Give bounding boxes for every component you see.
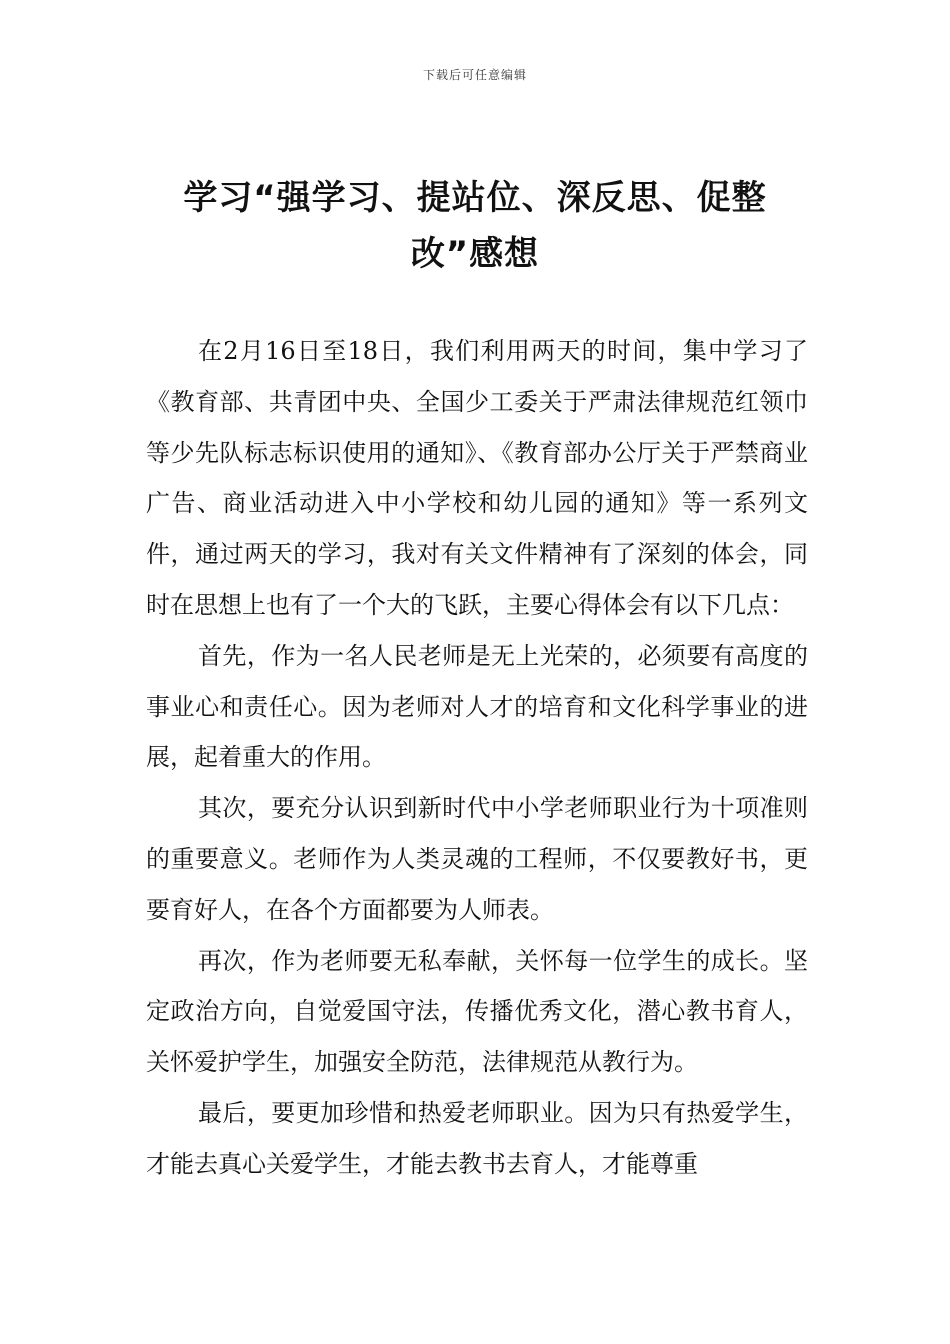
document-title — [140, 170, 810, 282]
page-header-note: 下载后可任意编辑 — [422, 68, 527, 82]
document-body — [146, 326, 808, 1190]
document-title-line-2: 改”感想 — [410, 234, 540, 274]
document-title-line-1: 学习“强学习、提站位、深反思、促整 — [183, 178, 767, 218]
paragraph-first-point: 首先，作为一名人民老师是无上光荣的，必须要有高度的事业心和责任心。因为老师对人才的培育和文化科学事业的进展，起着重大的作用。 — [146, 641, 808, 772]
paragraph-second-point: 其次，要充分认识到新时代中小学老师职业行为十项准则的重要意义。老师作为人类灵魂的工程师，不仅要教好书，更要育好人，在各个方面都要为人师表。 — [146, 794, 808, 924]
paragraph-final-point: 最后，要更加珍惜和热爱老师职业。因为只有热爱学生，才能去真心关爱学生，才能去教书去育人，才能尊重 — [146, 1098, 808, 1178]
paragraph-intro: 在2月16日至18日，我们利用两天的时间，集中学习了《教育部、共青团中央、全国少工委关于严肃法律规范红领巾等少先队标志标识使用的通知》、《教育部办公厅关于严禁商业广告、商业活动进入中小学校和幼儿园的通知》等一系列文件，通过两天的学习，我对有关文件精神有了深刻的体会，同时在思想上也有了一个大的飞跃，主要心得体会有以下几点： — [146, 337, 808, 619]
paragraph-third-point: 再次，作为老师要无私奉献，关怀每一位学生的成长。坚定政治方向，自觉爱国守法，传播优秀文化，潜心教书育人，关怀爱护学生，加强安全防范，法律规范从教行为。 — [146, 946, 808, 1077]
